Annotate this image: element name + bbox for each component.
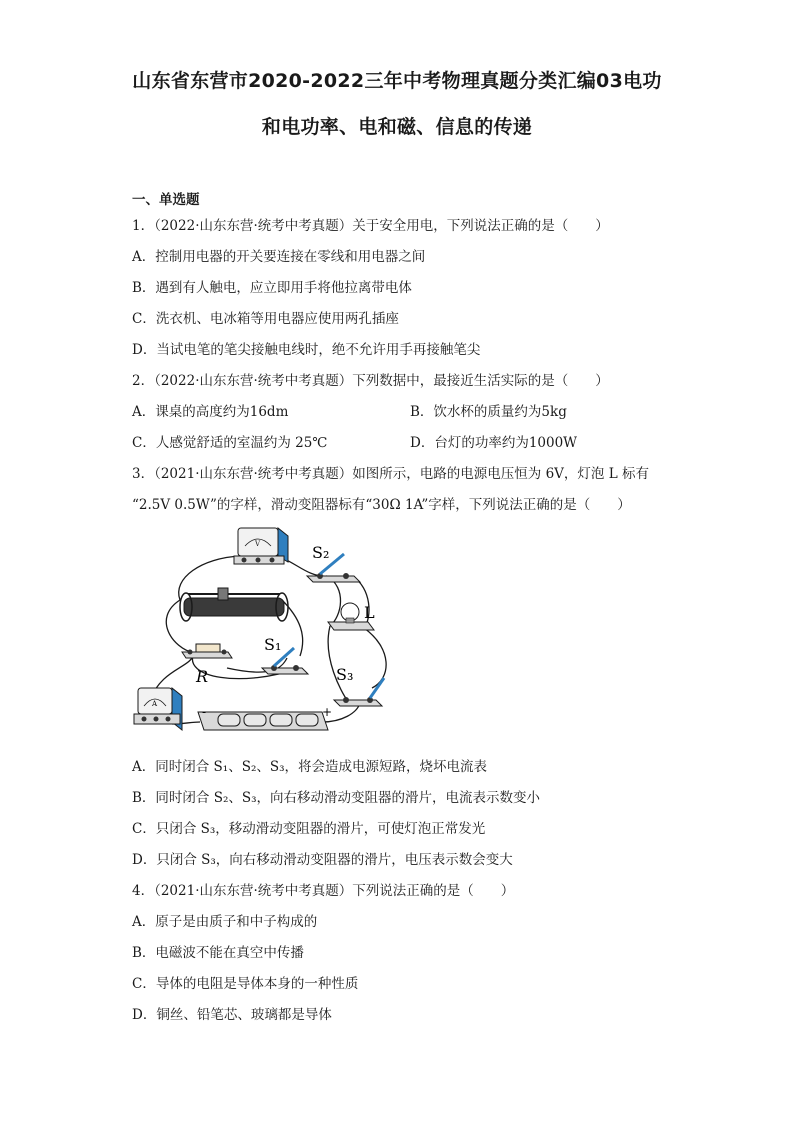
q3-option-a: A．同时闭合 S₁、S₂、S₃，将会造成电源短路，烧坏电流表 bbox=[132, 759, 488, 775]
label-s3: S₃ bbox=[336, 665, 354, 684]
battery-icon bbox=[198, 712, 328, 730]
ammeter-icon bbox=[134, 688, 182, 730]
battery-plus: + bbox=[322, 705, 333, 719]
q3-stem-line2: “2.5V 0.5W”的字样，滑动变阻器标有“30Ω 1A”字样，下列说法正确的是（ ） bbox=[132, 497, 631, 513]
label-s2: S₂ bbox=[312, 543, 330, 562]
q2-option-b: B．饮水杯的质量约为5kg bbox=[410, 404, 567, 420]
q4-option-b: B．电磁波不能在真空中传播 bbox=[132, 945, 304, 961]
q2-option-c: C．人感觉舒适的室温约为 25℃ bbox=[132, 435, 328, 451]
label-r: R bbox=[196, 667, 209, 686]
q1-option-c: C．洗衣机、电冰箱等用电器应使用两孔插座 bbox=[132, 311, 399, 327]
ammeter-label: A bbox=[152, 700, 158, 708]
resistor-icon bbox=[182, 644, 232, 658]
q4-option-a: A．原子是由质子和中子构成的 bbox=[132, 914, 318, 930]
q4-stem: 4．（2021·山东东营·统考中考真题）下列说法正确的是（ ） bbox=[132, 883, 515, 899]
rheostat-icon bbox=[180, 588, 288, 621]
q2-stem: 2．（2022·山东东营·统考中考真题）下列数据中，最接近生活实际的是（ ） bbox=[132, 373, 609, 389]
q3-option-b: B．同时闭合 S₂、S₃，向右移动滑动变阻器的滑片，电流表示数变小 bbox=[132, 790, 541, 806]
q3-option-d: D．只闭合 S₃，向右移动滑动变阻器的滑片，电压表示数会变大 bbox=[132, 852, 513, 868]
q2-option-a: A．课桌的高度约为16dm bbox=[132, 404, 289, 420]
document-title-line2: 和电功率、电和磁、信息的传递 bbox=[261, 116, 533, 138]
q1-option-a: A．控制用电器的开关要连接在零线和用电器之间 bbox=[132, 249, 426, 265]
document-title-line1: 山东省东营市2020-2022三年中考物理真题分类汇编03电功 bbox=[132, 70, 662, 92]
q3-stem-line1: 3．（2021·山东东营·统考中考真题）如图所示，电路的电源电压恒为 6V，灯泡 L 标有 bbox=[132, 466, 649, 482]
voltmeter-icon bbox=[234, 528, 288, 564]
q3-option-c: C．只闭合 S₃，移动滑动变阻器的滑片，可使灯泡正常发光 bbox=[132, 821, 486, 837]
q1-option-d: D．当试电笔的笔尖接触电线时，绝不允许用手再接触笔尖 bbox=[132, 342, 481, 358]
q1-option-b: B．遇到有人触电，应立即用手将他拉离带电体 bbox=[132, 280, 412, 296]
battery-minus: - bbox=[202, 705, 207, 719]
q2-option-d: D．台灯的功率约为1000W bbox=[410, 435, 578, 451]
q4-option-d: D．铜丝、铅笔芯、玻璃都是导体 bbox=[132, 1007, 332, 1023]
label-l: L bbox=[364, 603, 375, 622]
section-heading: 一、单选题 bbox=[132, 192, 200, 208]
q4-option-c: C．导体的电阻是导体本身的一种性质 bbox=[132, 976, 359, 992]
q1-stem: 1．（2022·山东东营·统考中考真题）关于安全用电，下列说法正确的是（ ） bbox=[132, 218, 609, 234]
voltmeter-label: V bbox=[255, 540, 261, 548]
label-s1: S₁ bbox=[264, 635, 282, 654]
circuit-figure bbox=[132, 518, 412, 754]
